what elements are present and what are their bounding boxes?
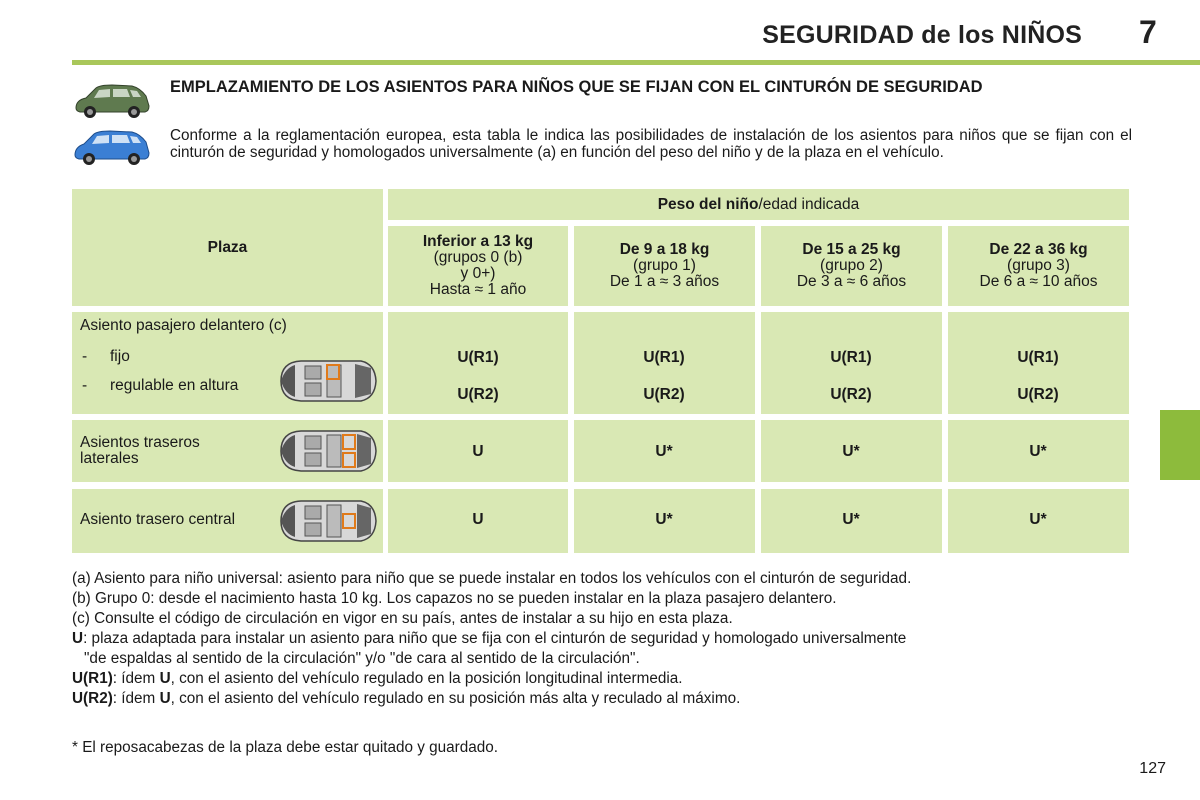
col-2-line3: De 1 a ≈ 3 años	[609, 273, 720, 290]
front-adjustable-value-2: U(R2)	[643, 386, 685, 403]
page-header-title: SEGURIDAD de los NIÑOS	[762, 21, 1082, 49]
chapter-tab	[1160, 410, 1200, 480]
row-front-fixed-label: fijo	[110, 348, 130, 365]
col-header-4	[948, 226, 1129, 306]
note-r1-text-b: , con el asiento del vehículo regulado en la posición longitudinal intermedia.	[170, 670, 683, 687]
rear-lateral-value-2: U*	[655, 443, 673, 460]
rear-center-value-4: U*	[1029, 511, 1047, 528]
col-1-line4: Hasta ≈ 1 año	[429, 281, 527, 298]
note-r1	[72, 669, 1130, 689]
car-blue-icon	[72, 125, 152, 169]
col-3-line3: De 3 a ≈ 6 años	[796, 273, 907, 290]
col-header-1	[388, 226, 568, 306]
row-rear-lateral-label: Asientos traseros laterales	[80, 434, 200, 467]
rear-lateral-value-1: U	[472, 443, 484, 460]
note-r1-key: U(R1)	[72, 670, 113, 687]
note-a: (a) Asiento para niño universal: asiento para niño que se puede instalar en todos los vehículos con el cinturón de seguridad.	[72, 570, 912, 587]
rear-center-value-3: U*	[842, 511, 860, 528]
col-header-3	[761, 226, 942, 306]
front-seat-diagram-icon	[275, 356, 379, 406]
weight-header-rest: /edad indicada	[758, 195, 860, 213]
rear-center-seat-diagram-icon	[275, 496, 379, 546]
note-u	[72, 629, 1130, 649]
note-r2-key: U(R2)	[72, 690, 113, 707]
note-c: (c) Consulte el código de circulación en vigor en su país, antes de instalar a su hijo en esta plaza.	[72, 610, 733, 627]
note-r2	[72, 689, 1130, 709]
weight-header-bold: Peso del niño	[657, 195, 759, 213]
plaza-header-cell	[72, 189, 383, 306]
chapter-number: 7	[1139, 14, 1157, 50]
front-fixed-value-4: U(R1)	[1017, 349, 1059, 366]
col-4-line3: De 6 a ≈ 10 años	[979, 273, 1098, 290]
note-r2-text-a: : ídem	[112, 690, 160, 707]
row-front-dash-2: -	[82, 377, 88, 394]
footnote: * El reposacabezas de la plaza debe estar quitado y guardado.	[72, 739, 499, 756]
row-rear-center-label: Asiento trasero central	[80, 511, 236, 528]
col-4-line2: (grupo 3)	[1007, 257, 1070, 274]
notes-block	[72, 569, 1130, 709]
rear-lateral-seat-diagram-icon	[275, 426, 379, 476]
col-1-title: Inferior a 13 kg	[422, 233, 534, 250]
car-green-icon	[72, 80, 152, 122]
front-fixed-value-2: U(R1)	[643, 349, 685, 366]
rear-center-value-1: U	[472, 511, 484, 528]
row-front-adjustable-label: regulable en altura	[110, 377, 239, 394]
plaza-header: Plaza	[207, 238, 248, 256]
front-fixed-value-3: U(R1)	[830, 349, 872, 366]
rear-lateral-value-4: U*	[1029, 443, 1047, 460]
col-2-line2: (grupo 1)	[633, 257, 696, 274]
note-u-key: U	[72, 630, 84, 647]
front-adjustable-value-4: U(R2)	[1017, 386, 1059, 403]
note-r2-text-b: , con el asiento del vehículo regulado en su posición más alta y reculado al máximo.	[170, 690, 741, 707]
col-2-title: De 9 a 18 kg	[619, 241, 710, 258]
rear-center-value-2: U*	[655, 511, 673, 528]
col-3-title: De 15 a 25 kg	[802, 241, 901, 258]
header-rule	[72, 60, 1200, 65]
note-u-text-2: "de espaldas al sentido de la circulación" y/o "de cara al sentido de la circulación".	[84, 650, 640, 667]
front-adjustable-value-1: U(R2)	[457, 386, 499, 403]
note-r1-text-a: : ídem	[112, 670, 160, 687]
weight-header-cell	[388, 189, 1129, 220]
note-r2-u: U	[159, 690, 171, 707]
page-number: 127	[1139, 760, 1166, 777]
note-r1-u: U	[159, 670, 171, 687]
section-title: EMPLAZAMIENTO DE LOS ASIENTOS PARA NIÑOS QUE SE FIJAN CON EL CINTURÓN DE SEGURIDAD	[170, 78, 983, 96]
col-header-2	[574, 226, 755, 306]
note-u-text: : plaza adaptada para instalar un asiento para niño que se fija con el cinturón de seguridad y homologado universalmente	[83, 630, 907, 647]
front-fixed-value-1: U(R1)	[457, 349, 499, 366]
col-4-title: De 22 a 36 kg	[989, 241, 1088, 258]
col-1-line3: y 0+)	[460, 265, 496, 282]
col-1-line2: (grupos 0 (b)	[433, 249, 523, 266]
note-b: (b) Grupo 0: desde el nacimiento hasta 10 kg. Los capazos no se pueden instalar en la plaza pasajero delantero.	[72, 590, 837, 607]
rear-lateral-value-3: U*	[842, 443, 860, 460]
row-front-dash-1: -	[82, 348, 88, 365]
front-adjustable-value-3: U(R2)	[830, 386, 872, 403]
col-3-line2: (grupo 2)	[820, 257, 883, 274]
section-intro: Conforme a la reglamentación europea, esta tabla le indica las posibilidades de instalación de los asientos para niños que se fijan con el cinturón de seguridad y homologados universalmente (a) en función del peso del niño y de la plaza en el vehículo.	[170, 127, 1132, 161]
row-front-label: Asiento pasajero delantero (c)	[80, 317, 287, 334]
